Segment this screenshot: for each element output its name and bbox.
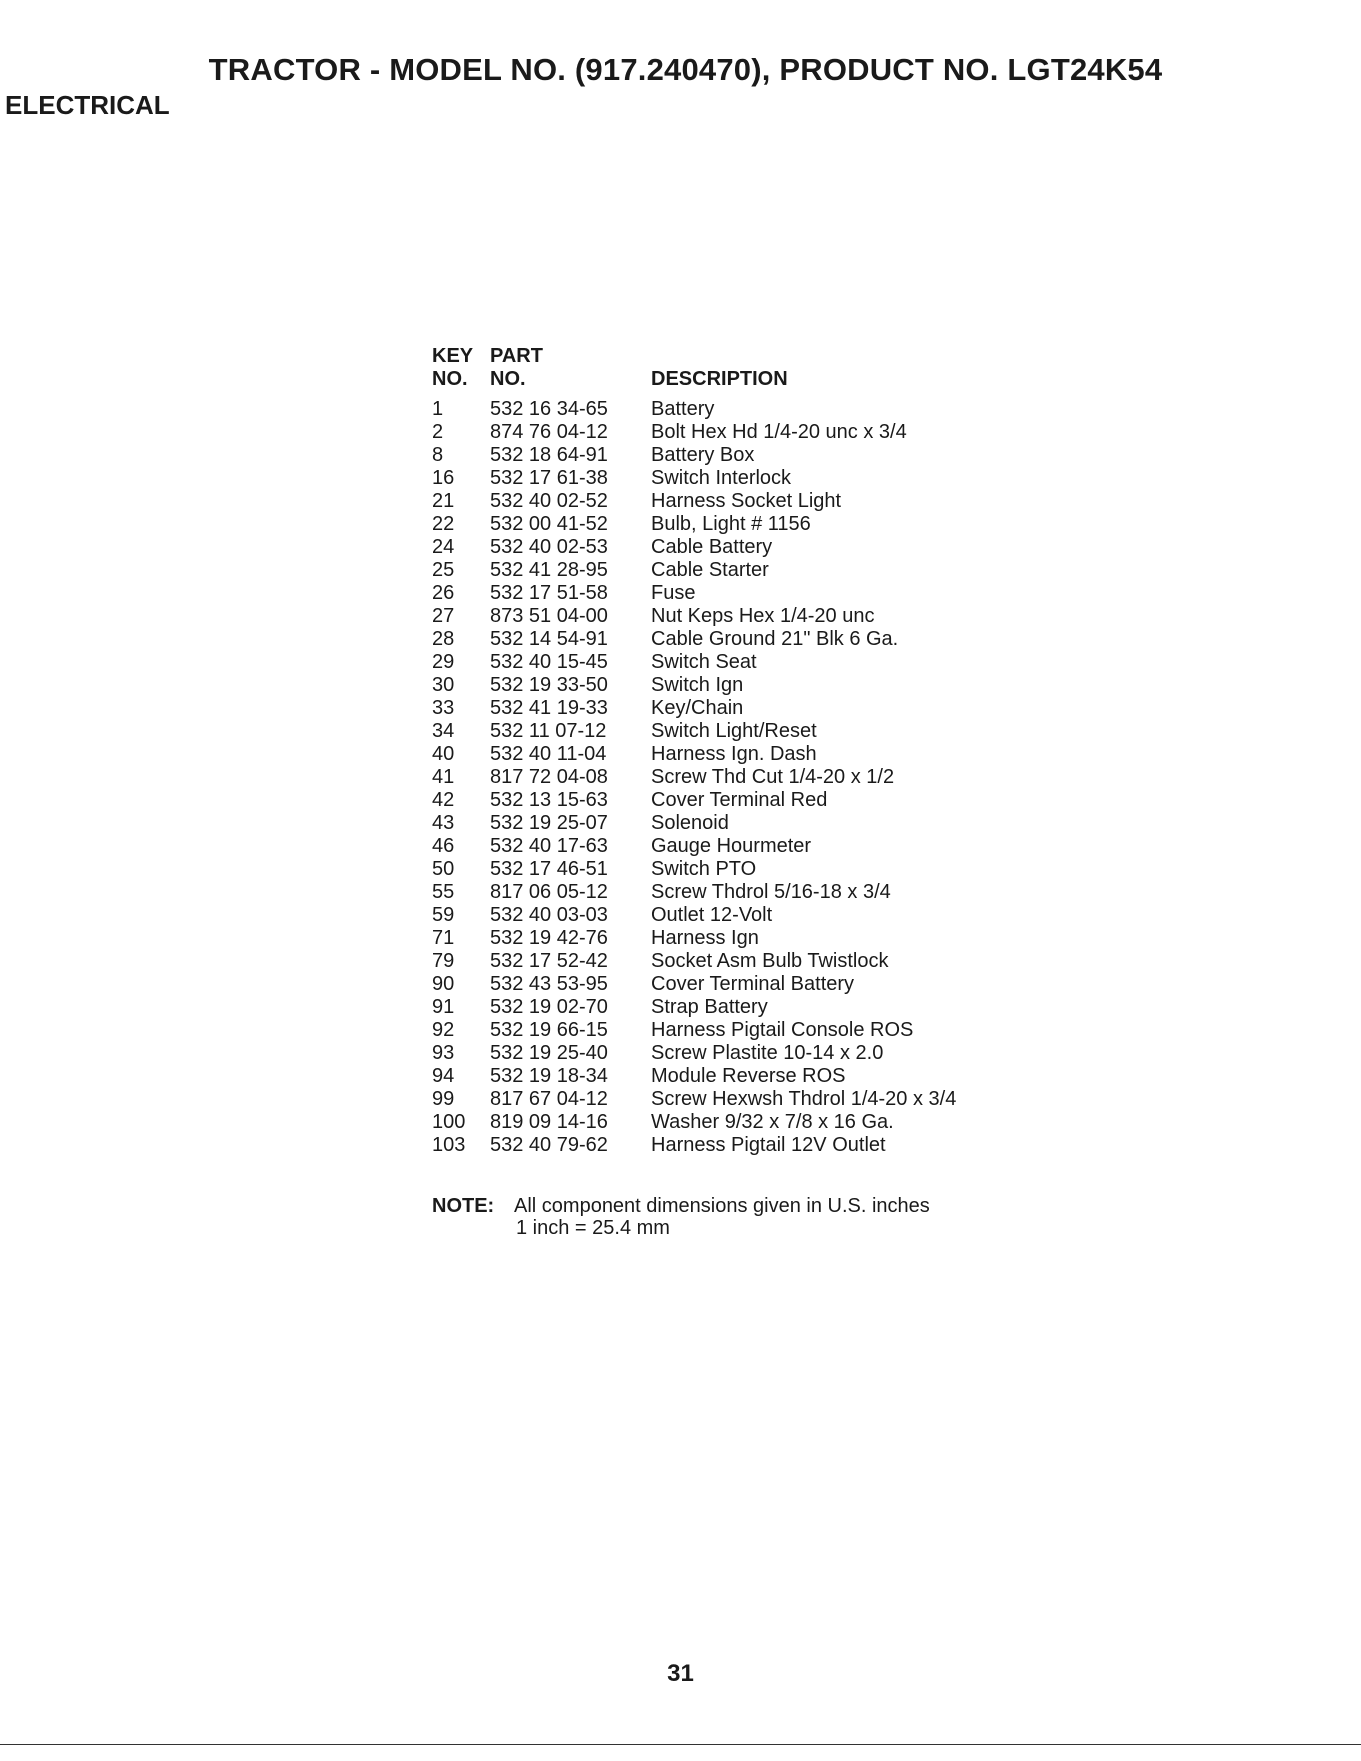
description: Battery <box>651 398 715 420</box>
description: Harness Ign. Dash <box>651 743 817 765</box>
key-no: 94 <box>432 1065 455 1087</box>
key-no: 41 <box>432 766 455 788</box>
table-row <box>432 536 956 559</box>
section-heading: ELECTRICAL <box>5 90 170 120</box>
description: Strap Battery <box>651 996 768 1018</box>
description: Harness Pigtail 12V Outlet <box>651 1134 886 1156</box>
description: Key/Chain <box>651 697 744 719</box>
key-no: 46 <box>432 835 455 857</box>
table-row <box>432 766 956 789</box>
description: Washer 9/32 x 7/8 x 16 Ga. <box>651 1111 894 1133</box>
table-row <box>432 927 956 950</box>
part-no: 532 40 17-63 <box>490 835 608 857</box>
description: Bolt Hex Hd 1/4-20 unc x 3/4 <box>651 421 907 443</box>
table-row <box>432 1065 956 1088</box>
header-key: KEY <box>432 345 474 367</box>
part-no: 532 43 53-95 <box>490 973 608 995</box>
key-no: 100 <box>432 1111 466 1133</box>
note-line-1: All component dimensions given in U.S. inches <box>514 1195 930 1217</box>
part-no: 817 67 04-12 <box>490 1088 608 1110</box>
part-no: 817 72 04-08 <box>490 766 608 788</box>
description: Cover Terminal Battery <box>651 973 855 995</box>
description: Cable Ground 21" Blk 6 Ga. <box>651 628 899 650</box>
table-row <box>432 812 956 835</box>
table-row <box>432 835 956 858</box>
table-row <box>432 996 956 1019</box>
key-no: 8 <box>432 444 444 466</box>
key-no: 22 <box>432 513 455 535</box>
table-row <box>432 559 956 582</box>
key-no: 16 <box>432 467 455 489</box>
table-row <box>432 1019 956 1042</box>
table-row <box>432 398 956 421</box>
part-no: 532 40 15-45 <box>490 651 608 673</box>
key-no: 33 <box>432 697 455 719</box>
description: Screw Plastite 10-14 x 2.0 <box>651 1042 884 1064</box>
key-no: 91 <box>432 996 455 1018</box>
page-title: TRACTOR - MODEL NO. (917.240470), PRODUCT NO. LGT24K54 <box>208 52 1163 87</box>
key-no: 25 <box>432 559 455 581</box>
part-no: 532 19 66-15 <box>490 1019 608 1041</box>
part-no: 817 06 05-12 <box>490 881 608 903</box>
table-row <box>432 881 956 904</box>
part-no: 532 40 03-03 <box>490 904 608 926</box>
description: Switch PTO <box>651 858 757 880</box>
table-row <box>432 858 956 881</box>
table-row <box>432 904 956 927</box>
key-no: 59 <box>432 904 455 926</box>
description: Cable Battery <box>651 536 773 558</box>
part-no: 532 00 41-52 <box>490 513 608 535</box>
table-header-row-2 <box>432 368 956 391</box>
table-header-row-1 <box>432 345 956 368</box>
key-no: 28 <box>432 628 455 650</box>
table-row <box>432 1134 956 1157</box>
description: Switch Interlock <box>651 467 792 489</box>
header-part: PART <box>490 345 543 367</box>
header-part-no: NO. <box>490 368 526 390</box>
note <box>432 1195 930 1239</box>
description: Bulb, Light # 1156 <box>651 513 811 535</box>
note-label: NOTE: <box>432 1195 495 1217</box>
part-no: 532 40 11-04 <box>490 743 607 765</box>
table-row <box>432 582 956 605</box>
table-row <box>432 950 956 973</box>
table-row <box>432 628 956 651</box>
part-no: 532 18 64-91 <box>490 444 608 466</box>
description: Cable Starter <box>651 559 769 581</box>
part-no: 532 16 34-65 <box>490 398 608 420</box>
table-row <box>432 720 956 743</box>
table-row <box>432 743 956 766</box>
part-no: 532 40 79-62 <box>490 1134 608 1156</box>
description: Outlet 12-Volt <box>651 904 773 926</box>
table-row <box>432 490 956 513</box>
table-row <box>432 674 956 697</box>
part-no: 532 40 02-52 <box>490 490 608 512</box>
table-row <box>432 651 956 674</box>
description: Harness Ign <box>651 927 759 949</box>
description: Solenoid <box>651 812 729 834</box>
part-no: 532 41 28-95 <box>490 559 608 581</box>
key-no: 93 <box>432 1042 455 1064</box>
description: Switch Light/Reset <box>651 720 817 742</box>
part-no: 532 19 02-70 <box>490 996 608 1018</box>
part-no: 532 14 54-91 <box>490 628 608 650</box>
description: Module Reverse ROS <box>651 1065 846 1087</box>
note-line-2: 1 inch = 25.4 mm <box>516 1217 670 1239</box>
key-no: 2 <box>432 421 444 443</box>
part-no: 532 17 61-38 <box>490 467 608 489</box>
bottom-divider <box>0 1744 1361 1745</box>
part-no: 532 19 25-40 <box>490 1042 608 1064</box>
description: Harness Socket Light <box>651 490 842 512</box>
part-no: 873 51 04-00 <box>490 605 608 627</box>
key-no: 92 <box>432 1019 455 1041</box>
key-no: 103 <box>432 1134 466 1156</box>
description: Fuse <box>651 582 696 604</box>
description: Screw Thd Cut 1/4-20 x 1/2 <box>651 766 895 788</box>
table-row <box>432 1111 956 1134</box>
key-no: 42 <box>432 789 455 811</box>
key-no: 71 <box>432 927 455 949</box>
table-row <box>432 421 956 444</box>
part-no: 532 17 52-42 <box>490 950 608 972</box>
description: Cover Terminal Red <box>651 789 828 811</box>
key-no: 55 <box>432 881 455 903</box>
parts-table-body <box>432 398 956 1157</box>
table-row <box>432 697 956 720</box>
part-no: 874 76 04-12 <box>490 421 608 443</box>
header-key-no: NO. <box>432 368 468 390</box>
key-no: 99 <box>432 1088 455 1110</box>
key-no: 21 <box>432 490 455 512</box>
part-no: 532 17 46-51 <box>490 858 608 880</box>
key-no: 40 <box>432 743 455 765</box>
part-no: 532 19 33-50 <box>490 674 608 696</box>
part-no: 532 19 18-34 <box>490 1065 608 1087</box>
key-no: 1 <box>432 398 444 420</box>
description: Screw Thdrol 5/16-18 x 3/4 <box>651 881 891 903</box>
description: Gauge Hourmeter <box>651 835 812 857</box>
part-no: 532 13 15-63 <box>490 789 608 811</box>
part-no: 532 19 42-76 <box>490 927 608 949</box>
key-no: 24 <box>432 536 455 558</box>
table-row <box>432 789 956 812</box>
table-row <box>432 444 956 467</box>
key-no: 43 <box>432 812 455 834</box>
page-number: 31 <box>667 1660 694 1687</box>
description: Switch Seat <box>651 651 757 673</box>
key-no: 50 <box>432 858 455 880</box>
description: Screw Hexwsh Thdrol 1/4-20 x 3/4 <box>651 1088 957 1110</box>
key-no: 29 <box>432 651 455 673</box>
description: Battery Box <box>651 444 755 466</box>
part-no: 532 11 07-12 <box>490 720 607 742</box>
description: Socket Asm Bulb Twistlock <box>651 950 889 972</box>
table-row <box>432 513 956 536</box>
part-no: 532 19 25-07 <box>490 812 608 834</box>
note-text <box>514 1195 930 1239</box>
part-no: 819 09 14-16 <box>490 1111 608 1133</box>
description: Nut Keps Hex 1/4-20 unc <box>651 605 875 627</box>
table-row <box>432 605 956 628</box>
parts-list <box>432 345 956 1157</box>
table-row <box>432 973 956 996</box>
description: Switch Ign <box>651 674 744 696</box>
table-row <box>432 467 956 490</box>
table-row <box>432 1042 956 1065</box>
key-no: 90 <box>432 973 455 995</box>
table-row <box>432 1088 956 1111</box>
part-no: 532 17 51-58 <box>490 582 608 604</box>
description: Harness Pigtail Console ROS <box>651 1019 914 1041</box>
key-no: 79 <box>432 950 455 972</box>
part-no: 532 40 02-53 <box>490 536 608 558</box>
key-no: 30 <box>432 674 455 696</box>
key-no: 26 <box>432 582 455 604</box>
key-no: 34 <box>432 720 455 742</box>
header-description: DESCRIPTION <box>651 368 788 390</box>
part-no: 532 41 19-33 <box>490 697 608 719</box>
key-no: 27 <box>432 605 455 627</box>
